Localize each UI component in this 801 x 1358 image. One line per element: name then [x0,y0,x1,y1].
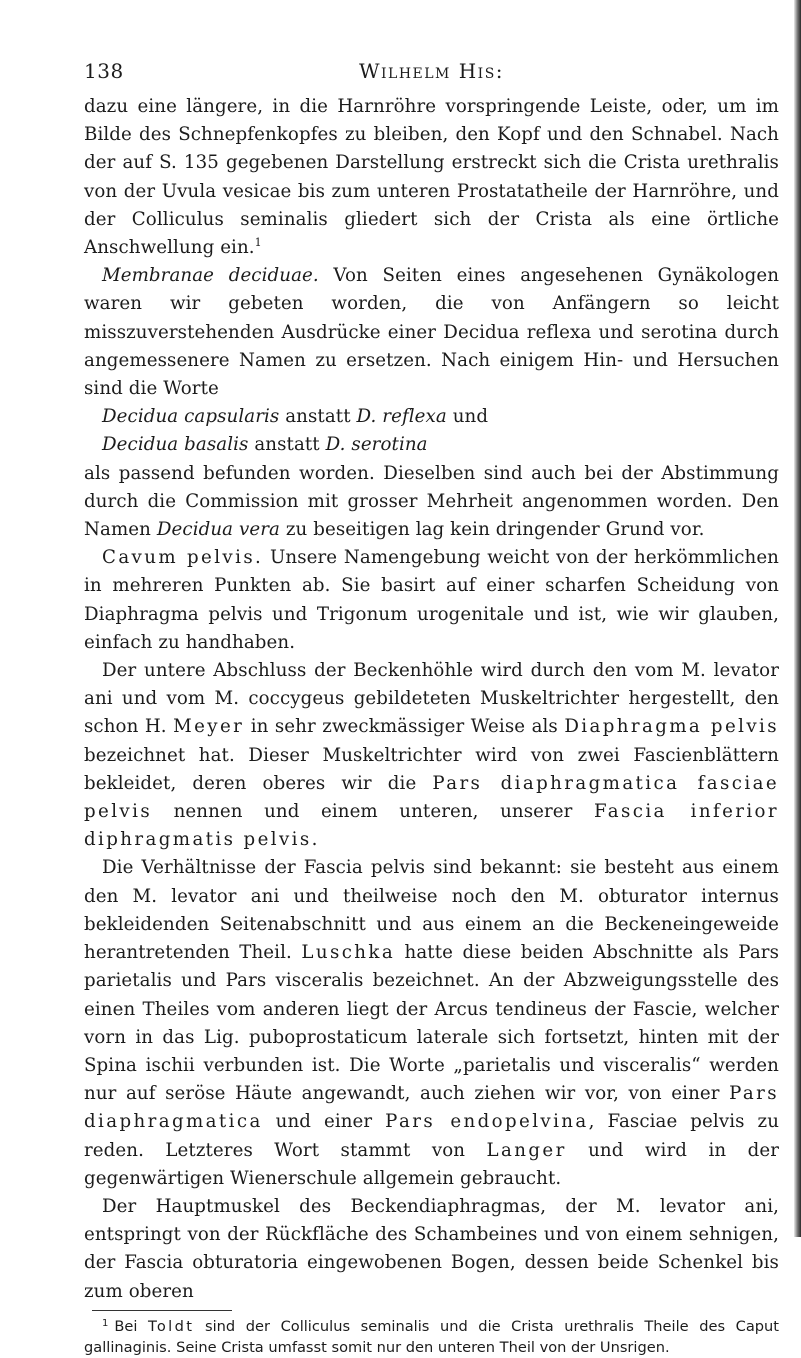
paragraph-3: als passend befunden worden. Dieselben sind auch bei der Abstimmung durch die Commission mit grosser Mehrheit angenommen worden. Den Namen Decidua vera zu beseitigen lag kein dringender Grund vor. [84,462,779,541]
term-list [102,403,779,459]
paragraph-5: Der untere Abschluss der Beckenhöhle wird durch den vom M. levator ani und vom M. coccygeus gebildeteten Muskeltrichter hergestellt, den schon H. Meyer in sehr zweckmässiger Weise als Diaphragma pelvis bezeichnet hat. Dieser Muskeltrichter wird von zwei Fascienblättern bekleidet, deren oberes wir die Pars diaphragmatica fasciae pelvis nennen und einem unteren, unserer Fascia inferior diphragmatis pelvis. [84,660,779,851]
section-heading-cavum: Cavum pelvis. [102,547,264,569]
footnote-number: 1 [102,1317,109,1329]
paragraph-membranae-deciduae: Membranae deciduae. Von Seiten eines angesehenen Gynäkologen waren wir gebeten worden, die von Anfängern so leicht misszuverstehenden Ausdrücke einer Decidua reflexa und serotina durch angemessenere Namen zu ersetzen. Nach einigem Hin- und Hersuchen sind die Worte [84,265,780,400]
body-text [84,93,779,1306]
paragraph-6: Die Verhältnisse der Fascia pelvis sind bekannt: sie besteht aus einem den M. levator ani und theilweise noch den M. obturator internus bekleidenden Seitenabschnitt und aus einem an die Beckeneingeweide herantretenden Theil. Luschka hatte diese beiden Abschnitte als Pars parietalis und Pars visceralis bezeichnet. An der Abzweigungsstelle des einen Theiles vom anderen liegt der Arcus tendineus der Fascie, welcher vorn in das Lig. puboprostaticum laterale sich fortsetzt, hinten mit der Spina ischii verbunden ist. Die Worte „parietalis und visceralis“ werden nur auf seröse Häute angewandt, auch ziehen wir vor, von einer Pars diaphragmatica und einer Pars endopelvina, Fasciae pelvis zu reden. Letzteres Wort stammt von Langer und wird in der gegenwärtigen Wienerschule allgemein gebraucht. [84,857,780,1189]
running-title: Wilhelm His: [358,59,505,83]
page-edge-shadow [794,0,801,1237]
running-header [84,59,779,93]
paragraph-1: dazu eine längere, in die Harnröhre vorspringende Leiste, oder, um im Bilde des Schnepfenkopfes zu bleiben, den Kopf und den Schnabel. Nach der auf S. 135 gegebenen Darstellung erstreckt sich die Crista urethralis von der Uvula vesicae bis zum unteren Prostatatheile der Harnröhre, und der Colliculus seminalis gliedert sich der Crista als eine örtliche Anschwellung ein.$^1$ [84,96,779,259]
footnote: $^1$ Bei Toldt sind der Colliculus seminalis und die Crista urethralis Theile des Caput gallinaginis. Seine Crista umfasst somit nur den unteren Theil von der Unsrigen. [84,1317,780,1356]
footnote-divider [92,1310,232,1311]
paragraph-7: Der Hauptmuskel des Beckendiaphragmas, der M. levator ani, entspringt von der Rückfläche des Schambeines und von einem sehnigen, der Fascia obturatoria eingewobenen Bogen, dessen beide Schenkel bis zum oberen [84,1195,779,1302]
book-page [84,59,779,1358]
page-number: 138 [84,59,124,83]
term-line-2: Decidua basalis anstatt D. serotina [102,434,428,456]
section-heading-membranae: Membranae deciduae. [102,265,319,287]
term-line-1: Decidua capsularis anstatt D. reflexa und [102,406,489,428]
paragraph-cavum-pelvis: Cavum pelvis. Unsere Namengebung weicht von der herkömmlichen in mehreren Punkten ab. Sie basirt auf einer scharfen Scheidung von Diaphragma pelvis und Trigonum urogenitale und ist, wie wir glauben, einfach zu handhaben. [84,547,779,653]
footnote-ref: 1 [254,235,262,249]
